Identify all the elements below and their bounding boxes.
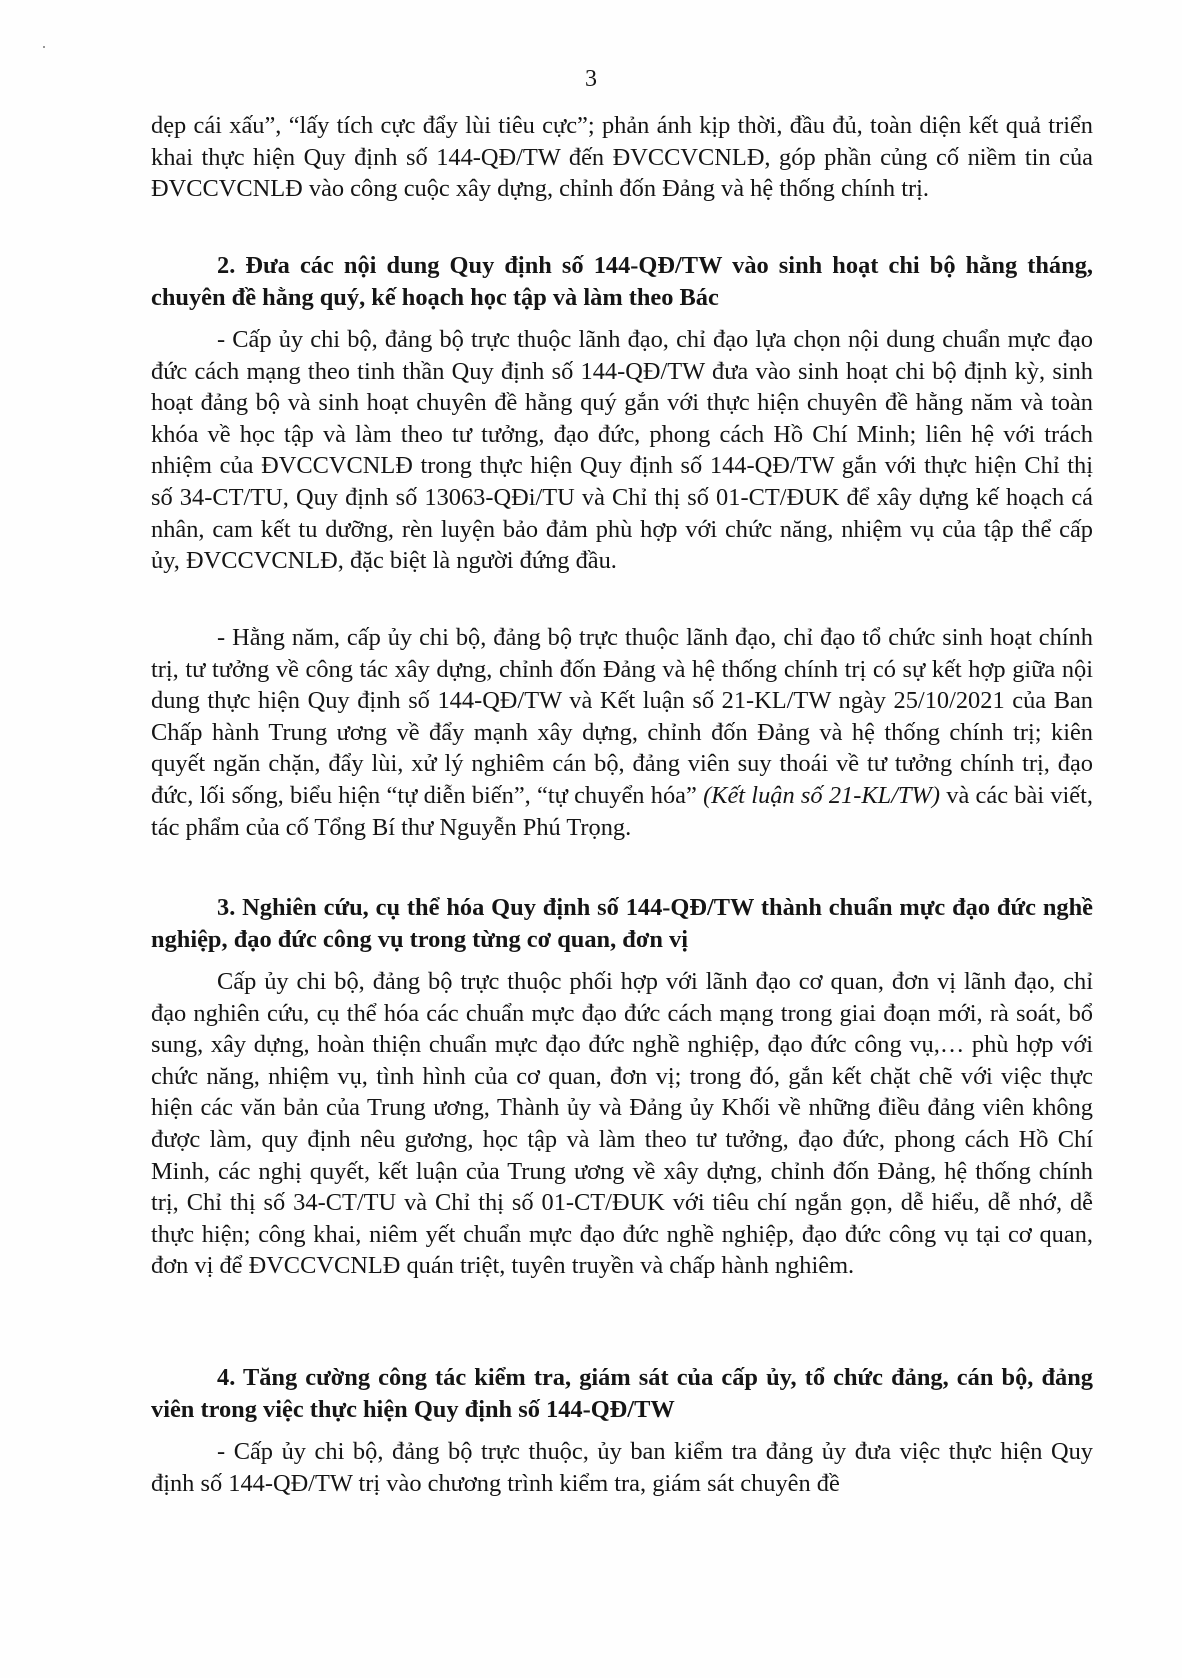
italic-reference: (Kết luận số 21-KL/TW) [703, 781, 940, 809]
paragraph-section-3: Cấp ủy chi bộ, đảng bộ trực thuộc phối hợp với lãnh đạo cơ quan, đơn vị lãnh đạo, chỉ đạo nghiên cứu, cụ thể hóa các chuẩn mực đạo đức cách mạng trong giai đoạn mới, rà soát, bổ sung, xây dựng, hoàn thiện chuẩn mực đạo đức nghề nghiệp, đạo đức công vụ,… phù hợp với chức năng, nhiệm vụ, tình hình của cơ quan, đơn vị; trong đó, gắn kết chặt chẽ với việc thực hiện các văn bản của Trung ương, Thành ủy và Đảng ủy Khối về những điều đảng viên không được làm, quy định nêu gương, học tập và làm theo tư tưởng, đạo đức, phong cách Hồ Chí Minh, các nghị quyết, kết luận của Trung ương về xây dựng, chỉnh đốn Đảng, hệ thống chính trị, Chỉ thị số 34-CT/TU và Chỉ thị số 01-CT/ĐUK với tiêu chí ngắn gọn, dễ hiểu, dễ nhớ, dễ thực hiện; công khai, niêm yết chuẩn mực đạo đức nghề nghiệp, đạo đức công vụ tại cơ quan, đơn vị để ĐVCCVCNLĐ quán triệt, tuyên truyền và chấp hành nghiêm. [151, 968, 1093, 1280]
paragraph-section-4-item-1: - Cấp ủy chi bộ, đảng bộ trực thuộc, ủy ban kiểm tra đảng ủy đưa việc thực hiện Quy định số 144-QĐ/TW trị vào chương trình kiểm tra, giám sát chuyên đề [151, 1438, 1093, 1497]
page-number: 3 [585, 66, 597, 92]
heading-section-3: 3. Nghiên cứu, cụ thể hóa Quy định số 144-QĐ/TW thành chuẩn mực đạo đức nghề nghiệp, đạo đức công vụ trong từng cơ quan, đơn vị [151, 894, 1093, 953]
paragraph-text: - Hằng năm, cấp ủy chi bộ, đảng bộ trực thuộc lãnh đạo, chỉ đạo tổ chức sinh hoạt chính trị, tư tưởng về công tác xây dựng, chỉnh đốn Đảng và hệ thống chính trị có sự kết hợp giữa nội dung thực hiện Quy định số 144-QĐ/TW và Kết luận số 21-KL/TW ngày 25/10/2021 của Ban Chấp hành Trung ương về đẩy mạnh xây dựng, chỉnh đốn Đảng và hệ thống chính trị; kiên quyết ngăn chặn, đẩy lùi, xử lý nghiêm cán bộ, đảng viên suy thoái về tư tưởng chính trị, đạo đức, lối sống, biểu hiện “tự diễn biến”, “tự chuyển hóa” [151, 624, 1093, 809]
paragraph-section-2-item-1: - Cấp ủy chi bộ, đảng bộ trực thuộc lãnh đạo, chỉ đạo lựa chọn nội dung chuẩn mực đạo đức cách mạng theo tinh thần Quy định số 144-QĐ/TW đưa vào sinh hoạt chi bộ định kỳ, sinh hoạt đảng bộ và sinh hoạt chuyên đề hằng quý gắn với thực hiện chuyên đề hằng năm và toàn khóa về học tập và làm theo tư tưởng, đạo đức, phong cách Hồ Chí Minh; liên hệ với trách nhiệm của ĐVCCVCNLĐ trong thực hiện Quy định số 144-QĐ/TW gắn với thực hiện Chỉ thị số 34-CT/TU, Quy định số 13063-QĐi/TU và Chỉ thị số 01-CT/ĐUK để xây dựng kế hoạch cá nhân, cam kết tu dưỡng, rèn luyện bảo đảm phù hợp với chức năng, nhiệm vụ của tập thể cấp ủy, ĐVCCVCNLĐ, đặc biệt là người đứng đầu. [151, 326, 1093, 575]
heading-section-2: 2. Đưa các nội dung Quy định số 144-QĐ/TW vào sinh hoạt chi bộ hằng tháng, chuyên đề hằng quý, kế hoạch học tập và làm theo Bác [151, 252, 1093, 311]
paragraph-section-2-item-2 [151, 622, 1093, 843]
paragraph-text: và các bài viết, tác phẩm của cố Tổng Bí thư Nguyễn Phú Trọng. [151, 781, 1093, 841]
paragraph-intro: dẹp cái xấu”, “lấy tích cực đẩy lùi tiêu cực”; phản ánh kịp thời, đầu đủ, toàn diện kết quả triển khai thực hiện Quy định số 144-QĐ/TW đến ĐVCCVCNLĐ, góp phần củng cố niềm tin của ĐVCCVCNLĐ vào công cuộc xây dựng, chỉnh đốn Đảng và hệ thống chính trị. [151, 112, 1093, 203]
scan-speck [43, 46, 45, 48]
heading-section-4: 4. Tăng cường công tác kiểm tra, giám sát của cấp ủy, tổ chức đảng, cán bộ, đảng viên trong việc thực hiện Quy định số 144-QĐ/TW [151, 1364, 1093, 1423]
